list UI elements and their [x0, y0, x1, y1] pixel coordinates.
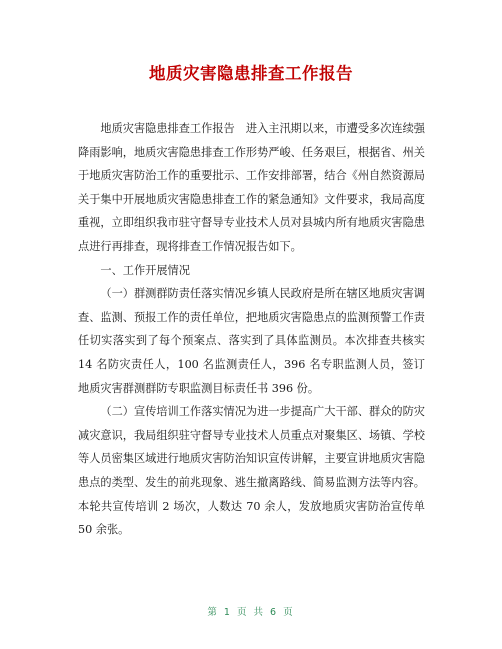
document-title: 地质灾害隐患排查工作报告 — [149, 64, 353, 83]
paragraph-intro: 地质灾害隐患排查工作报告 进入主汛期以来，市遭受多次连续强降雨影响，地质灾害隐患排查工作形势严峻、任务艰巨，根据省、州关于地质灾害防治工作的重要批示、工作安排部署，结合《州自然资源局关于集中开展地质灾害隐患排查工作的紧急通知》文件要求，我局高度重视，立即组织我市驻守督导专业技术人员对县城内所有地质灾害隐患点进行再排查，现将排查工作情况报告如下。 — [78, 122, 425, 253]
page-number-footer: 第 1 页 共 6 页 — [207, 607, 295, 618]
paragraph-responsibility: （一）群测群防责任落实情况乡镇人民政府是所在辖区地质灾害调查、监测、预报工作的责任单位，把地质灾害隐患点的监测预警工作责任切实落实到了每个预案点、落实到了具体监测员。本次排查共核实 14 名防灾责任人，100 名监测责任人，396 名专职监测人员，签订地质灾害群测群防专职监测目标责任书 396 份。 — [78, 287, 425, 395]
document-body — [78, 117, 425, 542]
paragraph-training: （二）宣传培训工作落实情况为进一步提高广大干部、群众的防灾减灾意识，我局组织驻守督导专业技术人员重点对聚集区、场镇、学校等人员密集区域进行地质灾害防治知识宣传讲解，主要宣讲地质灾害隐患点的类型、发生的前兆现象、逃生撤离路线、简易监测方法等内容。本轮共宣传培训 2 场次，人数达 70 余人，发放地质灾害防治宣传单 50 余张。 — [78, 405, 425, 537]
section-heading: 一、工作开展情况 — [100, 263, 190, 277]
